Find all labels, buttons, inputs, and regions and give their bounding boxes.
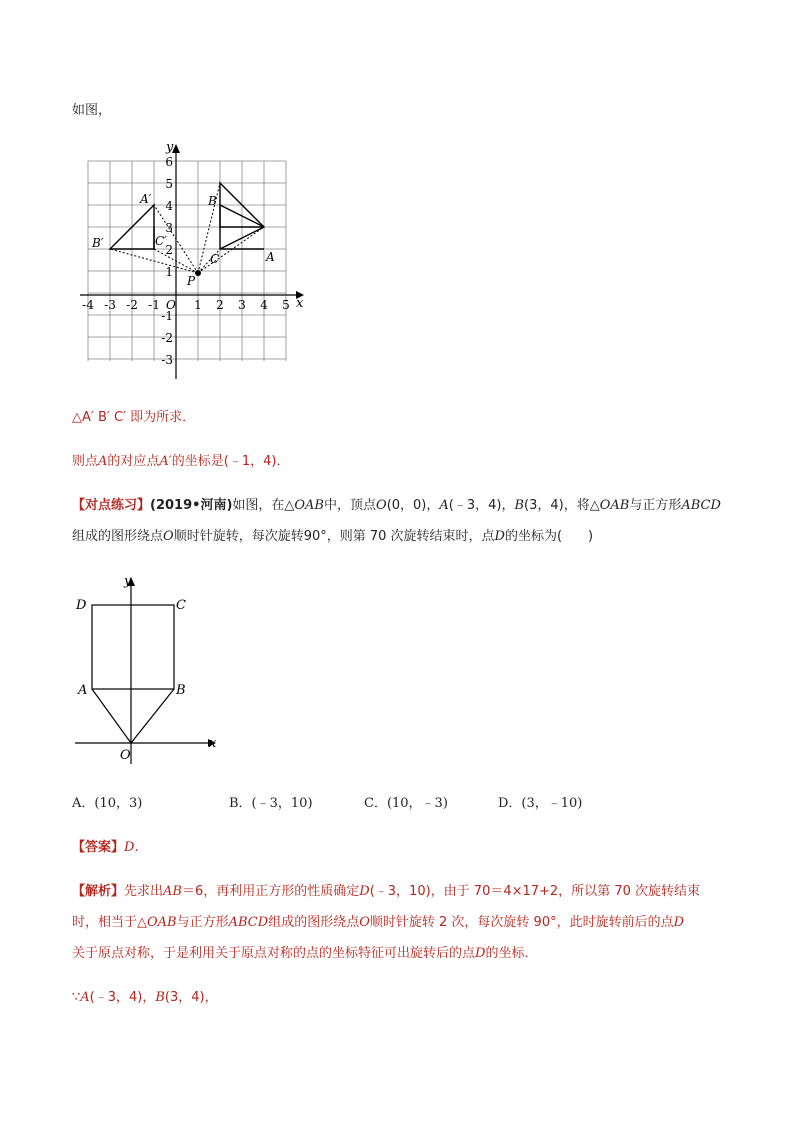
- dotted-connectors: [110, 183, 264, 273]
- label-p: P: [187, 274, 196, 288]
- label-a-prime: A′: [140, 192, 152, 206]
- analysis-line-2: 时，相当于△OAB与正方形ABCD组成的图形绕点O顺时针旋转 2 次，每次旋转 90°，此时旋转前后的点D: [72, 915, 685, 930]
- y-tick: -3: [161, 353, 173, 367]
- rotation-grid-figure: [60, 135, 320, 385]
- x-tick: 3: [238, 298, 246, 312]
- y-tick: 1: [165, 265, 173, 279]
- label-a: A: [266, 250, 275, 264]
- option-a: A．(10，3): [72, 796, 143, 811]
- y-tick: 5: [165, 177, 173, 191]
- since-line: ∵A(﹣3，4)，B(3，4)，: [72, 990, 218, 1005]
- answer-value: D: [124, 840, 135, 855]
- result-line-1: △A′ B′ C′ 即为所求．: [72, 410, 196, 425]
- x-tick: -3: [104, 298, 116, 312]
- exercise-tag: 【对点练习】: [72, 498, 151, 513]
- label-a: A: [78, 683, 88, 698]
- exercise-line-1: 【对点练习】(2019•河南)如图，在△OAB中，顶点O(0，0)，A(﹣3，4)，B(3，4)，将△OAB与正方形ABCD: [72, 498, 721, 513]
- label-b: B: [176, 683, 186, 698]
- label-x: x: [209, 736, 217, 751]
- option-c: C．(10，﹣3): [364, 796, 448, 811]
- answer-line: 【答案】D.: [72, 840, 139, 855]
- point-p: [195, 270, 201, 276]
- x-tick: -4: [82, 298, 94, 312]
- x-tick: 5: [282, 298, 290, 312]
- result-line-2: 则点A的对应点A′的坐标是(﹣1，4)．: [72, 454, 290, 469]
- analysis-line-3: 关于原点对称，于是利用关于原点对称的点的坐标特征可出旋转后的点D的坐标．: [72, 946, 538, 961]
- exercise-line-2: 组成的图形绕点O顺时针旋转，每次旋转90°，则第 70 次旋转结束时，点D的坐标为( ): [72, 529, 594, 544]
- label-d: D: [76, 598, 87, 613]
- label-o: O: [120, 748, 131, 763]
- option-d: D．(3，﹣10): [498, 796, 583, 811]
- analysis-line-1: 【解析】先求出AB＝6，再利用正方形的性质确定D(﹣3，10)，由于 70＝4×17+2，所以第 70 次旋转结束: [72, 884, 701, 899]
- y-tick: 3: [165, 221, 173, 235]
- option-b: B．(﹣3，10): [229, 796, 313, 811]
- label-c-prime: C′: [155, 234, 167, 248]
- y-axis-label: y: [166, 140, 174, 155]
- y-tick: 2: [165, 243, 173, 257]
- analysis-tag: 【解析】: [72, 884, 125, 899]
- y-tick: -1: [161, 309, 173, 323]
- label-b-prime: B′: [92, 236, 104, 250]
- square-triangle-figure: [70, 572, 230, 768]
- x-axis-label: x: [296, 296, 304, 311]
- intro-text: 如图，: [72, 103, 112, 118]
- label-b: B: [208, 194, 217, 208]
- label-c: C: [210, 252, 220, 266]
- x-tick: -1: [148, 298, 160, 312]
- origin-label: O: [166, 298, 176, 312]
- y-tick: 4: [165, 199, 173, 213]
- label-c: C: [176, 598, 186, 613]
- x-tick: 1: [194, 298, 202, 312]
- x-tick: -2: [126, 298, 138, 312]
- x-tick: 2: [216, 298, 224, 312]
- y-tick: -2: [161, 331, 173, 345]
- label-y: y: [124, 574, 132, 589]
- y-tick: 6: [165, 155, 173, 169]
- x-tick: 4: [260, 298, 268, 312]
- answer-tag: 【答案】: [72, 840, 125, 855]
